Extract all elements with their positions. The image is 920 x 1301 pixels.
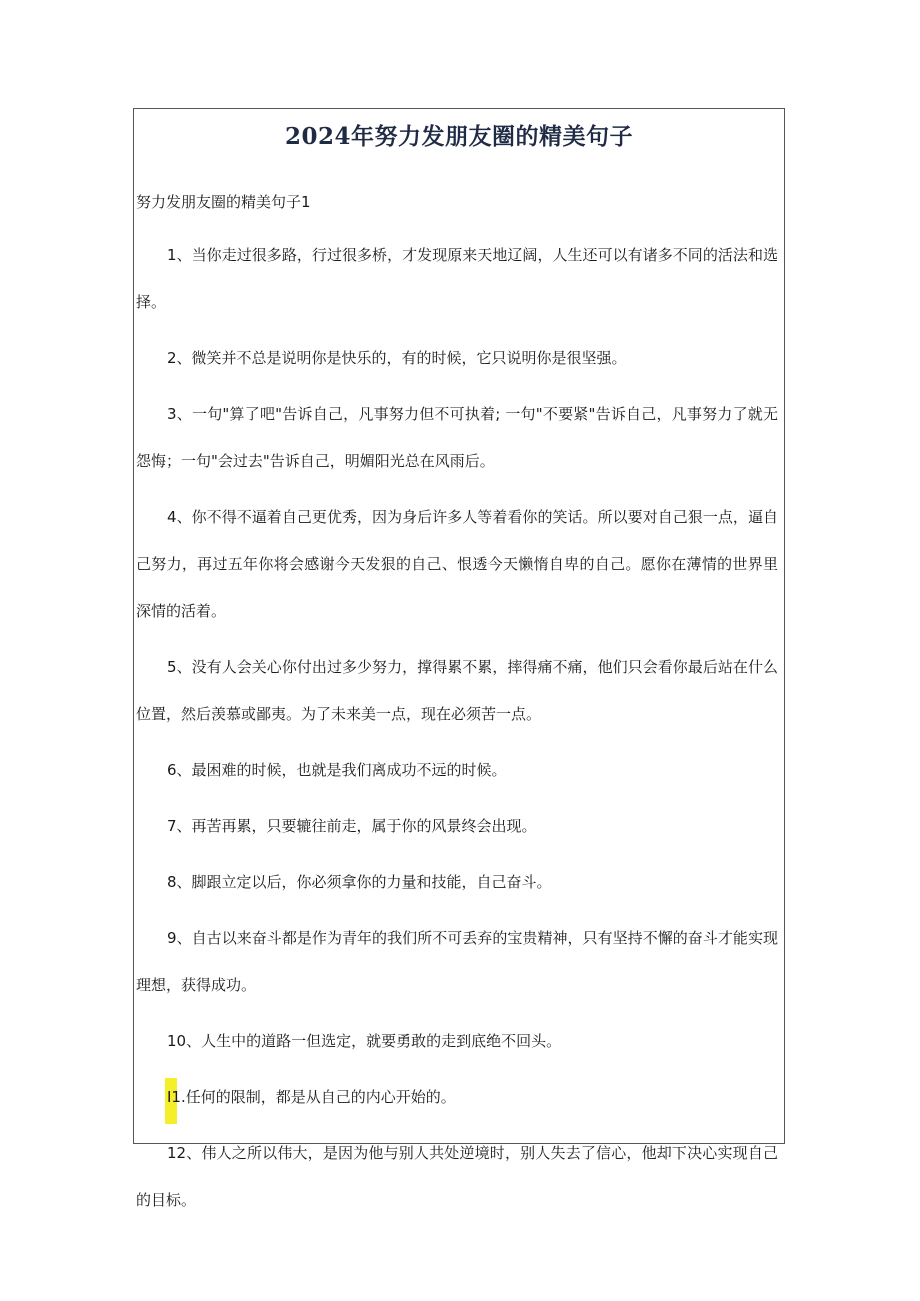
- section-heading: 努力发朋友圈的精美句子1: [136, 193, 311, 211]
- list-item-12: 12、伟人之所以伟大，是因为他与别人共处逆境时，别人失去了信心，他却下决心实现自己的目标。: [136, 1144, 778, 1209]
- list-item-4: 4、你不得不逼着自己更优秀，因为身后许多人等着看你的笑话。所以要对自己狠一点，逼自己努力，再过五年你将会感谢今天发狠的自己、恨透今天懒惰自卑的自己。愿你在薄情的世界里深情的活着。: [136, 508, 778, 620]
- list-item-11-number: I1.: [167, 1088, 186, 1106]
- list-item-8: 8、脚跟立定以后，你必须拿你的力量和技能，自己奋斗。: [167, 873, 552, 891]
- document-title: 2024年努力发朋友圈的精美句子: [284, 123, 633, 150]
- list-item-1: 1、当你走过很多路，行过很多桥，才发现原来天地辽阔，人生还可以有诸多不同的活法和选择。: [136, 246, 778, 311]
- list-item-5: 5、没有人会关心你付出过多少努力，撑得累不累，摔得痛不痛，他们只会看你最后站在什么位置，然后羡慕或鄙夷。为了未来美一点，现在必须苦一点。: [136, 658, 778, 723]
- list-item-11: [136, 1074, 778, 1121]
- list-item-9: 9、自古以来奋斗都是作为青年的我们所不可丢弃的宝贵精神，只有坚持不懈的奋斗才能实现理想，获得成功。: [136, 929, 778, 994]
- document-body: [134, 232, 780, 1233]
- highlight-mark: [167, 1088, 186, 1106]
- list-item-7: 7、再苦再累，只要辘往前走，属于你的风景终会出现。: [167, 817, 537, 835]
- list-item-3: 3、一句"算了吧"告诉自己，凡事努力但不可执着; 一句"不要紧"告诉自己，凡事努力了就无怨悔；一句"会过去"告诉自己，明媚阳光总在风雨后。: [136, 405, 778, 470]
- list-item-10: 10、人生中的道路一但选定，就要勇敢的走到底绝不回头。: [167, 1032, 562, 1050]
- list-item-6: 6、最困难的时候，也就是我们离成功不远的时候。: [167, 761, 507, 779]
- list-item-2: 2、微笑并不总是说明你是快乐的，有的时候，它只说明你是很坚强。: [167, 349, 627, 367]
- document-page: [133, 108, 785, 1209]
- list-item-11-text: 任何的限制，都是从自己的内心开始的。: [185, 1088, 456, 1106]
